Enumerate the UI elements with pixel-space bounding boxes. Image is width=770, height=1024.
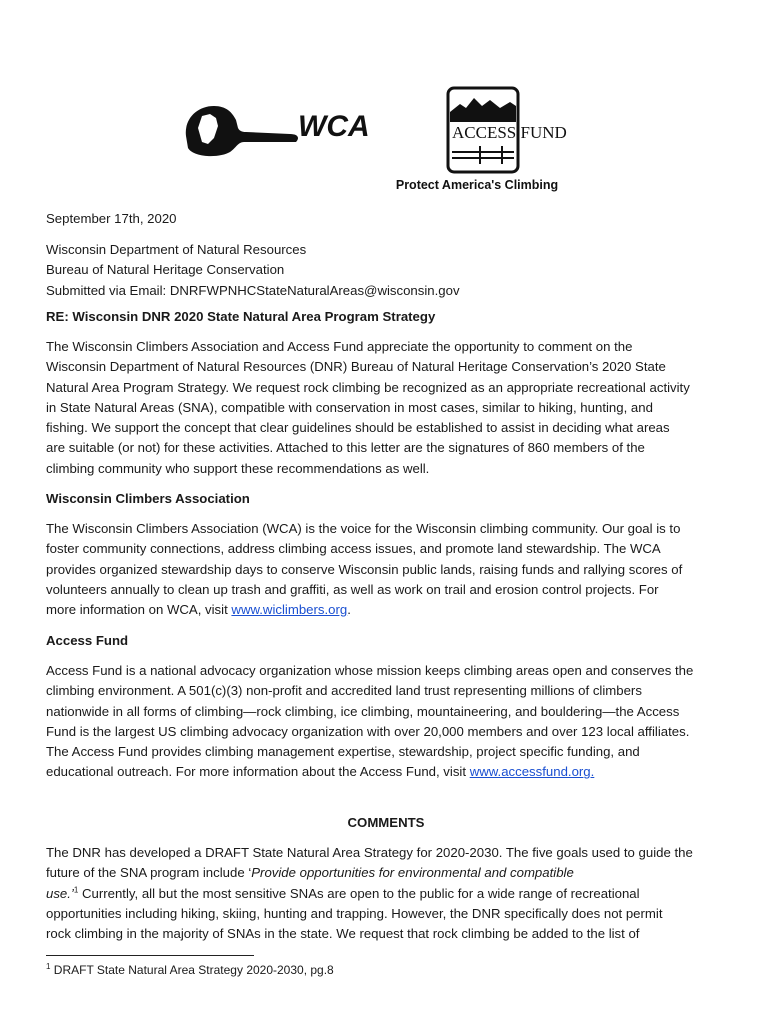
footnote-text: DRAFT State Natural Area Strategy 2020-2030, pg.8 xyxy=(50,963,334,977)
period: . xyxy=(347,602,351,618)
intro-paragraph xyxy=(46,337,726,479)
wca-paragraph xyxy=(46,519,726,620)
footnote-number: 1 xyxy=(46,962,51,971)
comments-paragraph xyxy=(46,843,726,944)
address-line: Submitted via Email: DNRFWPNHCStateNaturalAreas@wisconsin.gov xyxy=(46,282,460,298)
footnote xyxy=(46,962,334,978)
paragraph-line: are suitable (or not) for these activities. Attached to this letter are the signatures of 860 members of the xyxy=(46,440,645,456)
paragraph-line: in State Natural Areas (SNA), compatible with conservation in most cases, similar to hiking, hunting, and xyxy=(46,399,653,415)
paragraph-line xyxy=(46,600,726,620)
paragraph-line: fishing. We support the concept that clear guidelines should be established to assist in deciding what areas xyxy=(46,420,670,436)
access-fund-logo xyxy=(440,86,580,176)
quoted-goal-end: use.’ xyxy=(46,885,74,901)
quoted-goal: Provide opportunities for environmental and compatible xyxy=(251,865,574,881)
wca-info-text: more information on WCA, visit xyxy=(46,602,232,618)
paragraph-line: Natural Area Program Strategy. We request rock climbing be recognized as an appropriate recreational activity xyxy=(46,379,690,395)
paragraph-line: The Wisconsin Climbers Association and Access Fund appreciate the opportunity to comment on the xyxy=(46,339,633,354)
access-fund-heading: Access Fund xyxy=(46,633,129,648)
access-fund-paragraph xyxy=(46,661,726,783)
paragraph-line: nationwide in all forms of climbing—rock climbing, ice climbing, mountaineering, and bouldering—the Access xyxy=(46,703,680,719)
letter-date: September 17th, 2020 xyxy=(46,211,177,226)
access-fund-tagline: Protect America's Climbing xyxy=(395,178,559,192)
paragraph-line xyxy=(46,884,726,904)
subject-line: RE: Wisconsin DNR 2020 State Natural Area Program Strategy xyxy=(46,309,436,324)
access-fund-logo-text: ACCESS FUND xyxy=(452,123,567,142)
paragraph-line: provides organized stewardship days to conserve Wisconsin public lands, raising funds and rallying scores of xyxy=(46,561,683,577)
comments-heading: COMMENTS xyxy=(347,815,425,830)
paragraph-line: Wisconsin Department of Natural Resources (DNR) Bureau of Natural Heritage Conservation’s 2020 State xyxy=(46,359,666,375)
paragraph-line: The Wisconsin Climbers Association (WCA) is the voice for the Wisconsin climbing community. Our goal is to xyxy=(46,521,681,536)
paragraph-line xyxy=(46,762,726,782)
comments-text: future of the SNA program include ‘ xyxy=(46,865,252,881)
address-line: Bureau of Natural Heritage Conservation xyxy=(46,262,285,278)
paragraph-line: The Access Fund provides climbing management expertise, stewardship, project specific funding, and xyxy=(46,744,640,760)
access-fund-website-link[interactable]: www.accessfund.org. xyxy=(469,764,595,780)
paragraph-line: Fund is the largest US climbing advocacy organization with over 20,000 members and over 123 local affiliates. xyxy=(46,723,690,739)
paragraph-line: volunteers annually to clean up trash and graffiti, as well as work on trail and erosion control projects. For xyxy=(46,581,659,597)
af-info-text: educational outreach. For more information about the Access Fund, visit xyxy=(46,764,470,780)
paragraph-line xyxy=(46,863,726,883)
address-line: Wisconsin Department of Natural Resources xyxy=(46,242,307,257)
paragraph-line: climbing environment. A 501(c)(3) non-profit and accredited land trust representing millions of climbers xyxy=(46,683,642,699)
wca-website-link[interactable]: www.wiclimbers.org xyxy=(231,602,348,618)
recipient-address xyxy=(46,240,726,301)
footnote-divider xyxy=(46,955,254,956)
paragraph-line: opportunities including hiking, skiing, hunting and trapping. However, the DNR specifically does not permit xyxy=(46,905,663,921)
paragraph-line: Access Fund is a national advocacy organization whose mission keeps climbing areas open and conserves the xyxy=(46,663,694,678)
paragraph-line: The DNR has developed a DRAFT State Natural Area Strategy for 2020-2030. The five goals used to guide the xyxy=(46,845,693,860)
wca-logo-text: WCA xyxy=(298,110,370,143)
paragraph-line: foster community connections, address climbing access issues, and promote land stewardship. The WCA xyxy=(46,541,661,557)
footnote-reference[interactable]: 1 xyxy=(73,885,79,895)
wca-heading: Wisconsin Climbers Association xyxy=(46,491,250,506)
wca-logo xyxy=(180,98,380,160)
comments-text: Currently, all but the most sensitive SNAs are open to the public for a wide range of recreational xyxy=(78,885,640,901)
paragraph-line: rock climbing in the majority of SNAs in the state. We request that rock climbing be added to the list of xyxy=(46,926,640,942)
paragraph-line: climbing community who support these recommendations as well. xyxy=(46,460,430,476)
